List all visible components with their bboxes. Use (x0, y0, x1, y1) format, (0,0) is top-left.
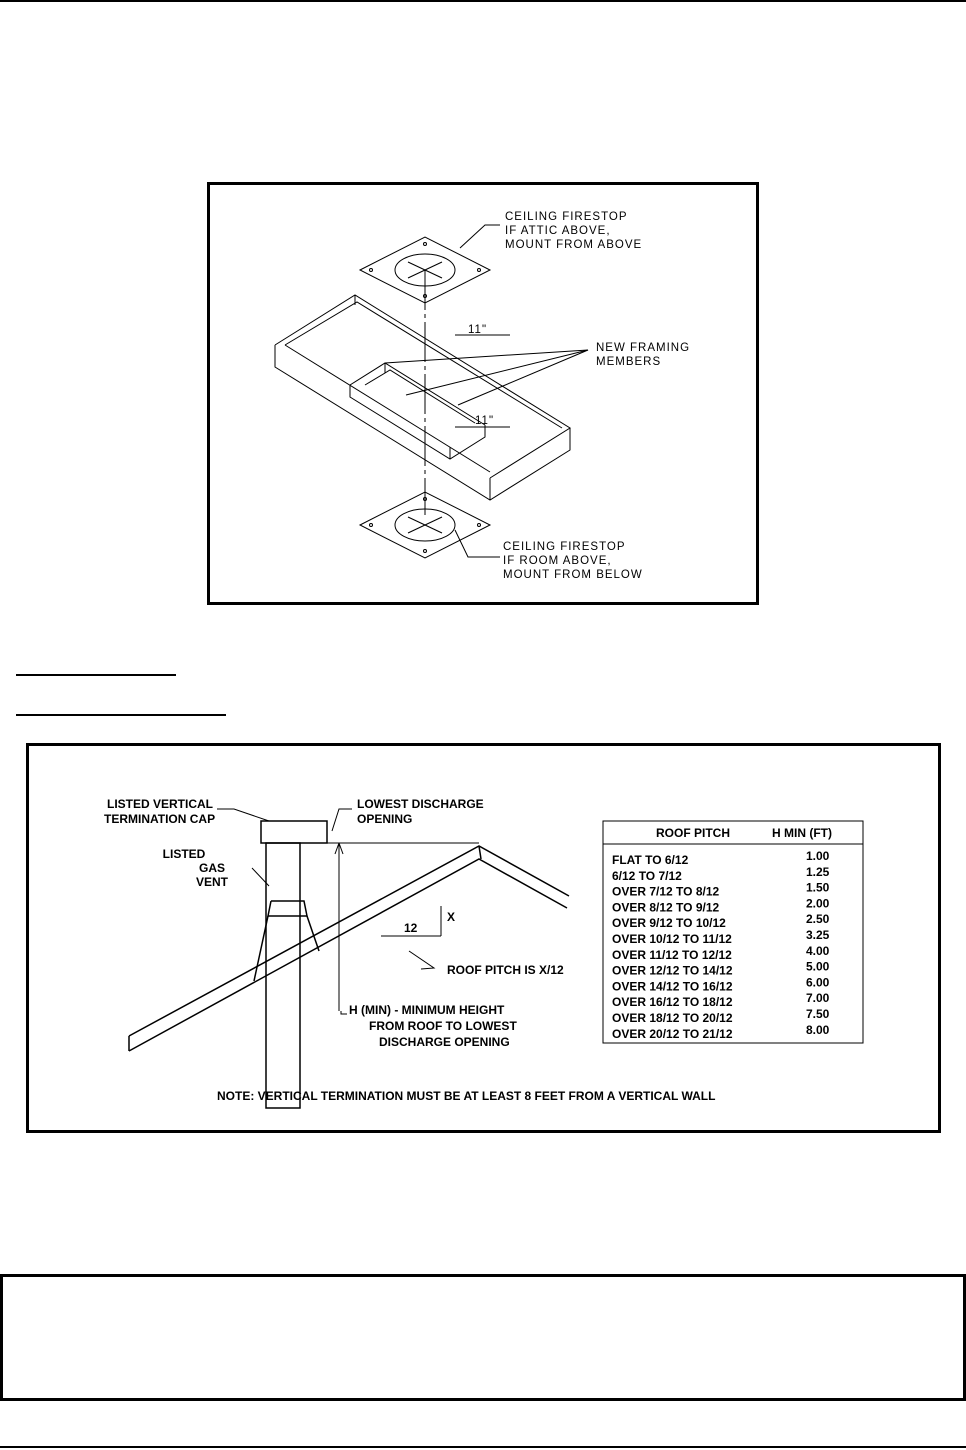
table-row-pitch: FLAT TO 6/12 (612, 853, 689, 867)
table-row-hmin: 1.50 (806, 880, 830, 895)
table-row-hmin: 8.00 (806, 1022, 830, 1037)
top-rule (0, 0, 966, 2)
bottom-firestop-label-1: CEILING FIRESTOP (503, 541, 626, 553)
table-row-hmin: 3.25 (806, 928, 830, 942)
table-row-hmin: 5.00 (806, 959, 830, 974)
pitch-label: ROOF PITCH IS X/12 (447, 963, 564, 977)
top-firestop-label-1: CEILING FIRESTOP (505, 211, 628, 223)
table-row-pitch: OVER 16/12 TO 18/12 (612, 995, 733, 1010)
cap-label-1: LISTED VERTICAL (107, 797, 214, 811)
height-label-2: FROM ROOF TO LOWEST (369, 1019, 517, 1033)
table-row-hmin: 1.00 (806, 849, 830, 863)
pitch-rise: X (447, 910, 456, 924)
height-label-3: DISCHARGE OPENING (379, 1035, 510, 1049)
upper-dimension: 11" (468, 324, 488, 336)
notice-box (0, 1274, 966, 1401)
table-row-hmin: 6.00 (806, 975, 830, 990)
table-row-pitch: OVER 20/12 TO 21/12 (612, 1026, 733, 1041)
discharge-label-1: LOWEST DISCHARGE (357, 797, 484, 811)
table-row-pitch: OVER 18/12 TO 20/12 (612, 1011, 733, 1025)
framing-label-2: MEMBERS (596, 356, 662, 368)
table-rows (612, 849, 830, 1041)
table-row-pitch: OVER 12/12 TO 14/12 (612, 963, 733, 978)
table-row-hmin: 2.00 (806, 896, 830, 911)
table-row-hmin: 7.00 (806, 991, 830, 1006)
height-label-1: H (MIN) - MINIMUM HEIGHT (349, 1003, 505, 1017)
table-row-pitch: OVER 9/12 TO 10/12 (612, 916, 726, 931)
gas-vent-pipe (266, 843, 300, 1108)
discharge-label-2: OPENING (357, 812, 413, 826)
caption-underline-1 (16, 674, 176, 676)
bottom-firestop-label-2: IF ROOM ABOVE, (503, 555, 612, 567)
firestop-figure (207, 182, 759, 605)
table-row-pitch: 6/12 TO 7/12 (612, 868, 682, 883)
vertical-termination-drawing (29, 746, 938, 1130)
table-header-pitch: ROOF PITCH (656, 826, 730, 840)
top-firestop-label-2: IF ATTIC ABOVE, (505, 225, 611, 237)
vent-label-3: VENT (195, 875, 229, 889)
firestop-drawing (210, 185, 756, 602)
table-row-pitch: OVER 11/12 TO 12/12 (612, 947, 732, 962)
table-row-pitch: OVER 14/12 TO 16/12 (612, 979, 733, 994)
table-row-hmin: 4.00 (806, 943, 830, 958)
table-row-hmin: 7.50 (806, 1007, 830, 1021)
table-row-pitch: OVER 10/12 TO 11/12 (612, 932, 732, 946)
vent-label-2: GAS (198, 861, 226, 875)
pitch-run: 12 (404, 921, 418, 935)
table-row-hmin: 1.25 (806, 864, 830, 879)
vent-label-1: LISTED (162, 847, 206, 861)
table-row-hmin: 2.50 (806, 912, 830, 927)
caption-underline-2 (16, 714, 226, 716)
lower-dimension: 11" (475, 415, 495, 427)
vertical-termination-figure (26, 743, 941, 1133)
table-header-hmin: H MIN (FT) (772, 826, 832, 840)
wall-distance-note: NOTE: VERTICAL TERMINATION MUST BE AT LEAST 8 FEET FROM A VERTICAL WALL (217, 1089, 716, 1103)
table-row-pitch: OVER 7/12 TO 8/12 (612, 884, 720, 899)
framing-label-1: NEW FRAMING (596, 342, 691, 354)
top-firestop-label-3: MOUNT FROM ABOVE (505, 239, 643, 251)
new-framing-members (350, 363, 485, 425)
cap-label-2: TERMINATION CAP (104, 812, 216, 826)
bottom-firestop-label-3: MOUNT FROM BELOW (503, 569, 643, 581)
bottom-rule (0, 1446, 966, 1448)
termination-cap (261, 821, 327, 843)
table-row-pitch: OVER 8/12 TO 9/12 (612, 900, 720, 915)
